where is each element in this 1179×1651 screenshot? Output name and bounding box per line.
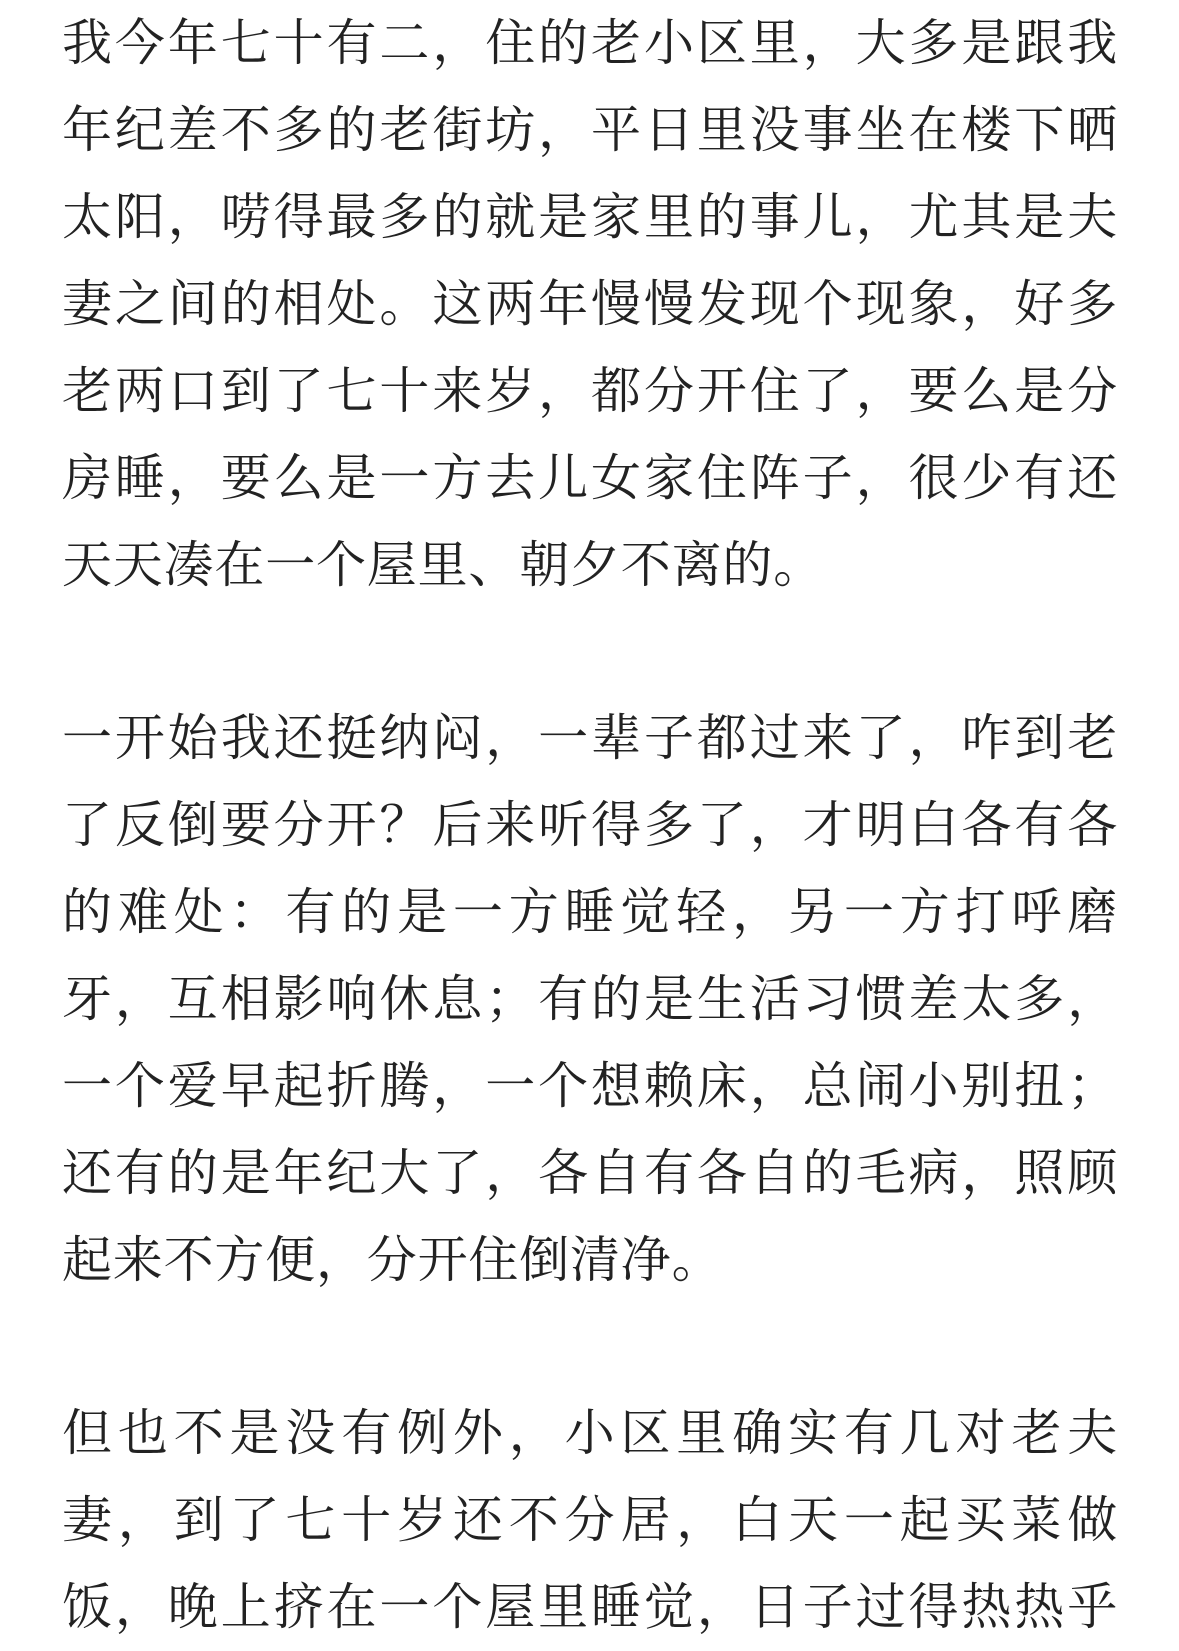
paragraph-line: 房睡，要么是一方去儿女家住阵子，很少有还: [62, 449, 1118, 507]
paragraph-1: [62, 0, 1118, 609]
paragraph-line: 老两口到了七十来岁，都分开住了，要么是分: [62, 362, 1118, 420]
paragraph-line: 年纪差不多的老街坊，平日里没事坐在楼下晒: [62, 101, 1118, 159]
paragraph-line: 妻之间的相处。这两年慢慢发现个现象，好多: [62, 275, 1118, 333]
paragraph-line: 但也不是没有例外，小区里确实有几对老夫: [62, 1404, 1118, 1462]
article-body: [62, 0, 1118, 1651]
paragraph-line: 了反倒要分开？后来听得多了，才明白各有各: [62, 796, 1118, 854]
paragraph-line: 的难处：有的是一方睡觉轻，另一方打呼磨: [62, 883, 1118, 941]
paragraph-2: [62, 695, 1118, 1304]
paragraph-line: 牙，互相影响休息；有的是生活习惯差太多，: [62, 970, 1118, 1028]
paragraph-line: 一个爱早起折腾，一个想赖床，总闹小别扭；: [62, 1057, 1118, 1115]
paragraph-line: 妻，到了七十岁还不分居，白天一起买菜做: [62, 1491, 1118, 1549]
paragraph-line: 饭，晚上挤在一个屋里睡觉，日子过得热热乎: [62, 1578, 1118, 1636]
paragraph-line: 太阳，唠得最多的就是家里的事儿，尤其是夫: [62, 188, 1118, 246]
paragraph-3: [62, 1390, 1118, 1651]
paragraph-line: 起来不方便，分开住倒清净。: [62, 1231, 723, 1289]
paragraph-line: 一开始我还挺纳闷，一辈子都过来了，咋到老: [62, 709, 1118, 767]
paragraph-line: 还有的是年纪大了，各自有各自的毛病，照顾: [62, 1144, 1118, 1202]
paragraph-line: 天天凑在一个屋里、朝夕不离的。: [62, 536, 824, 594]
paragraph-line: 我今年七十有二，住的老小区里，大多是跟我: [62, 14, 1118, 72]
